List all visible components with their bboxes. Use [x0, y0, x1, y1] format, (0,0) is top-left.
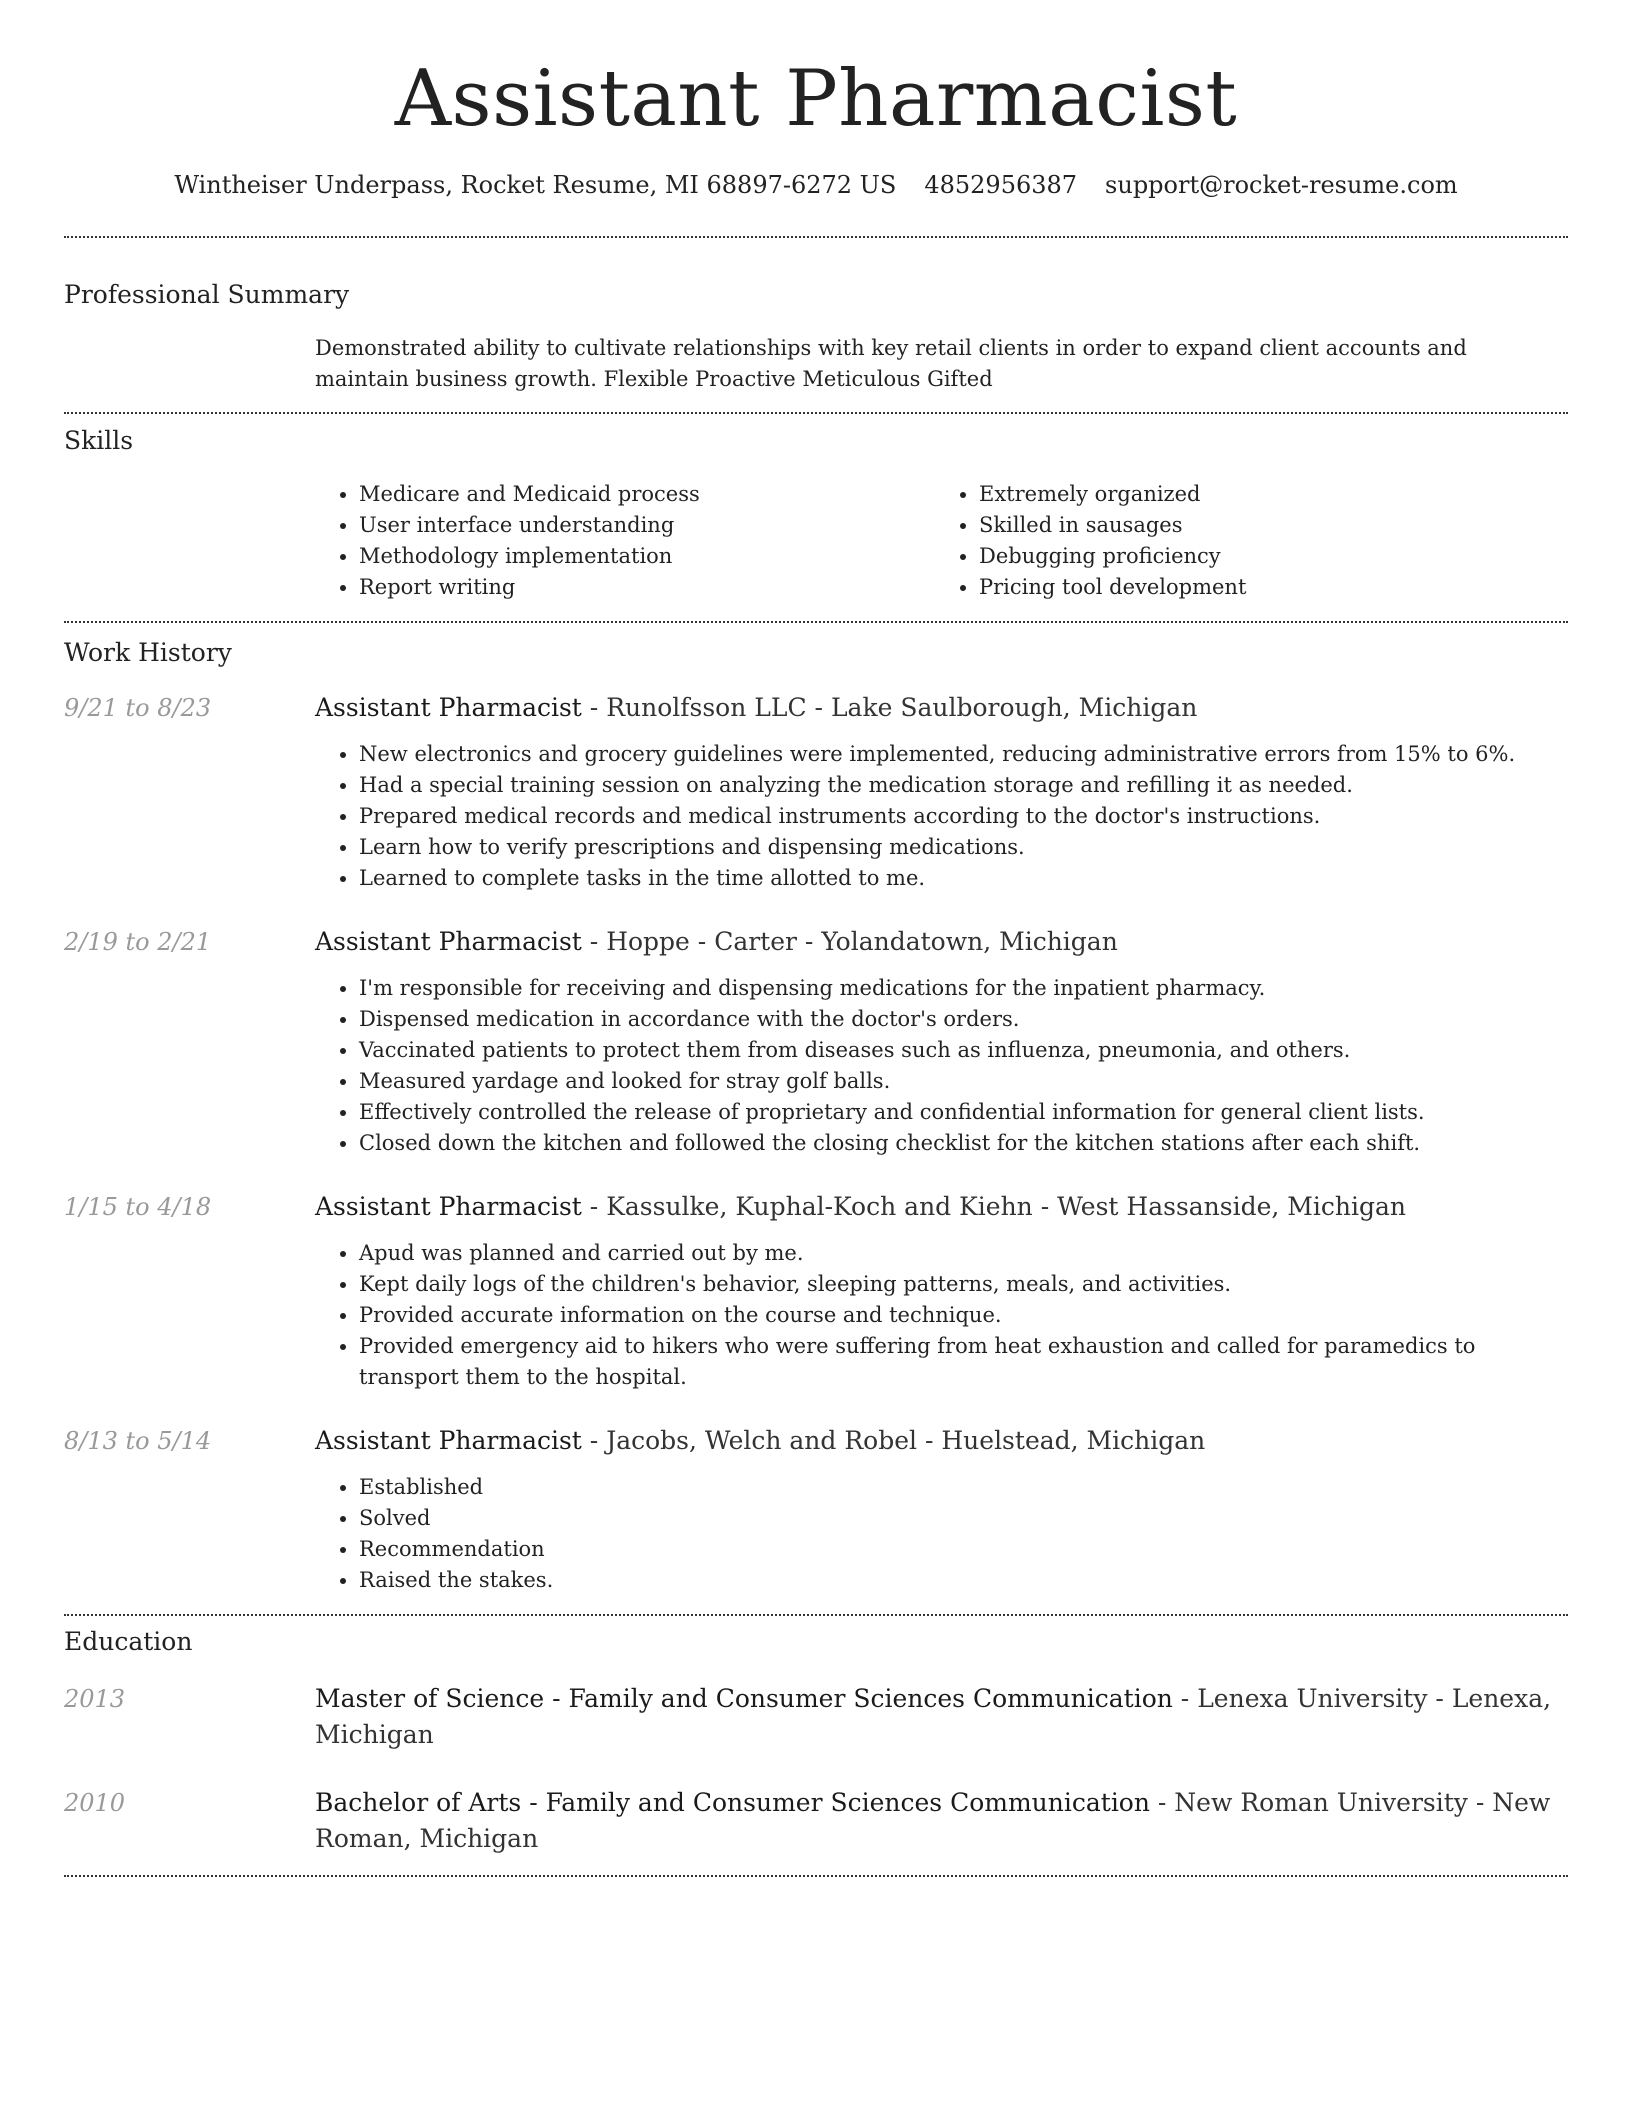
education-year: 2013	[64, 1685, 126, 1713]
work-history-section	[64, 636, 1568, 1596]
education-degree: Master of Science - Family and Consumer Sciences Communication	[315, 1684, 1173, 1713]
job-dates: 2/19 to 2/21	[64, 928, 212, 956]
contact-line	[64, 168, 1568, 202]
job-bullet: • Dispensed medication in accordance with the doctor's orders.	[359, 1004, 1568, 1035]
job-bullet: • Learned to complete tasks in the time allotted to me.	[359, 863, 1568, 894]
skills-heading: Skills	[64, 426, 134, 455]
job-entry	[64, 924, 1568, 1159]
job-bullets	[315, 1472, 1568, 1596]
education-section	[64, 1625, 1568, 1857]
summary-divider	[64, 412, 1568, 414]
job-role: Assistant Pharmacist	[315, 693, 582, 722]
job-bullet: • Vaccinated patients to protect them from diseases such as influenza, pneumonia, and others.	[359, 1035, 1568, 1066]
job-title-line	[315, 924, 1568, 960]
education-year: 2010	[64, 1789, 126, 1817]
job-dates: 1/15 to 4/18	[64, 1193, 212, 1221]
job-details	[315, 1189, 1568, 1393]
job-title-line	[315, 690, 1568, 726]
job-bullet: • Measured yardage and looked for stray golf balls.	[359, 1066, 1568, 1097]
job-bullets	[315, 973, 1568, 1159]
job-company-location: - Runolfsson LLC - Lake Saulborough, Michigan	[581, 693, 1198, 722]
skills-list-left	[315, 479, 935, 603]
job-bullet: • Raised the stakes.	[359, 1565, 1568, 1596]
skill-item: • Report writing	[359, 572, 935, 603]
job-details	[315, 924, 1568, 1159]
resume-page	[64, 0, 1568, 1877]
job-entry	[64, 1423, 1568, 1596]
job-bullet: • Apud was planned and carried out by me.	[359, 1238, 1568, 1269]
job-bullet: • Learn how to verify prescriptions and dispensing medications.	[359, 832, 1568, 863]
work-history-divider	[64, 1614, 1568, 1616]
summary-heading: Professional Summary	[64, 280, 350, 309]
job-bullet: • Prepared medical records and medical instruments according to the doctor's instructions.	[359, 801, 1568, 832]
skills-list-right	[935, 479, 1555, 603]
summary-text: Demonstrated ability to cultivate relationships with key retail clients in order to expand client accounts and maintain business growth. Flexible Proactive Meticulous Gifted	[315, 336, 1467, 391]
job-details	[315, 690, 1568, 894]
contact-address: Wintheiser Underpass, Rocket Resume, MI 68897-6272 US	[174, 171, 897, 199]
job-title-line	[315, 1423, 1568, 1459]
skill-item: • Extremely organized	[979, 479, 1555, 510]
job-entry	[64, 1189, 1568, 1393]
contact-phone: 4852956387	[924, 171, 1078, 199]
skills-section	[64, 424, 1568, 603]
header-divider	[64, 236, 1568, 238]
skill-item: • Skilled in sausages	[979, 510, 1555, 541]
education-entry	[64, 1785, 1568, 1857]
job-bullet: • Closed down the kitchen and followed the closing checklist for the kitchen stations after each shift.	[359, 1128, 1568, 1159]
job-title-line	[315, 1189, 1568, 1225]
job-bullet: • Solved	[359, 1503, 1568, 1534]
job-company-location: - Hoppe - Carter - Yolandatown, Michigan	[581, 927, 1118, 956]
job-bullet: • Established	[359, 1472, 1568, 1503]
contact-email: support@rocket-resume.com	[1105, 171, 1458, 199]
skills-divider	[64, 621, 1568, 623]
job-bullet: • Effectively controlled the release of proprietary and confidential information for general client lists.	[359, 1097, 1568, 1128]
education-heading: Education	[64, 1627, 193, 1656]
job-bullet: • Kept daily logs of the children's behavior, sleeping patterns, meals, and activities.	[359, 1269, 1568, 1300]
job-bullet: • Provided emergency aid to hikers who were suffering from heat exhaustion and called for paramedics to transport them to the hospital.	[359, 1331, 1568, 1393]
job-dates: 8/13 to 5/14	[64, 1427, 212, 1455]
job-dates: 9/21 to 8/23	[64, 694, 212, 722]
skill-item: • Methodology implementation	[359, 541, 935, 572]
skill-item: • Debugging proficiency	[979, 541, 1555, 572]
job-company-location: - Jacobs, Welch and Robel - Huelstead, Michigan	[581, 1426, 1206, 1455]
education-divider	[64, 1875, 1568, 1877]
skill-item: • User interface understanding	[359, 510, 935, 541]
job-bullets	[315, 739, 1568, 894]
job-bullet: • I'm responsible for receiving and dispensing medications for the inpatient pharmacy.	[359, 973, 1568, 1004]
work-history-heading: Work History	[64, 638, 232, 667]
education-degree: Bachelor of Arts - Family and Consumer Sciences Communication	[315, 1788, 1150, 1817]
skill-item: • Pricing tool development	[979, 572, 1555, 603]
job-company-location: - Kassulke, Kuphal-Koch and Kiehn - West Hassanside, Michigan	[581, 1192, 1406, 1221]
education-school-location: - New Roman University - New Roman, Michigan	[315, 1788, 1551, 1853]
job-bullet: • Recommendation	[359, 1534, 1568, 1565]
job-details	[315, 1423, 1568, 1596]
job-role: Assistant Pharmacist	[315, 1192, 582, 1221]
education-entry	[64, 1681, 1568, 1753]
skills-grid	[315, 479, 1555, 603]
job-bullet: • New electronics and grocery guidelines were implemented, reducing administrative errors from 15% to 6%.	[359, 739, 1568, 770]
job-role: Assistant Pharmacist	[315, 1426, 582, 1455]
job-entry	[64, 690, 1568, 894]
job-role: Assistant Pharmacist	[315, 927, 582, 956]
job-bullet: • Provided accurate information on the course and technique.	[359, 1300, 1568, 1331]
job-bullets	[315, 1238, 1568, 1393]
job-bullet: • Had a special training session on analyzing the medication storage and refilling it as needed.	[359, 770, 1568, 801]
education-title-line	[315, 1681, 1568, 1753]
candidate-name: Assistant Pharmacist	[394, 54, 1238, 144]
summary-section	[64, 278, 1568, 395]
skill-item: • Medicare and Medicaid process	[359, 479, 935, 510]
education-title-line	[315, 1785, 1568, 1857]
education-school-location: - Lenexa University - Lenexa, Michigan	[315, 1684, 1552, 1749]
